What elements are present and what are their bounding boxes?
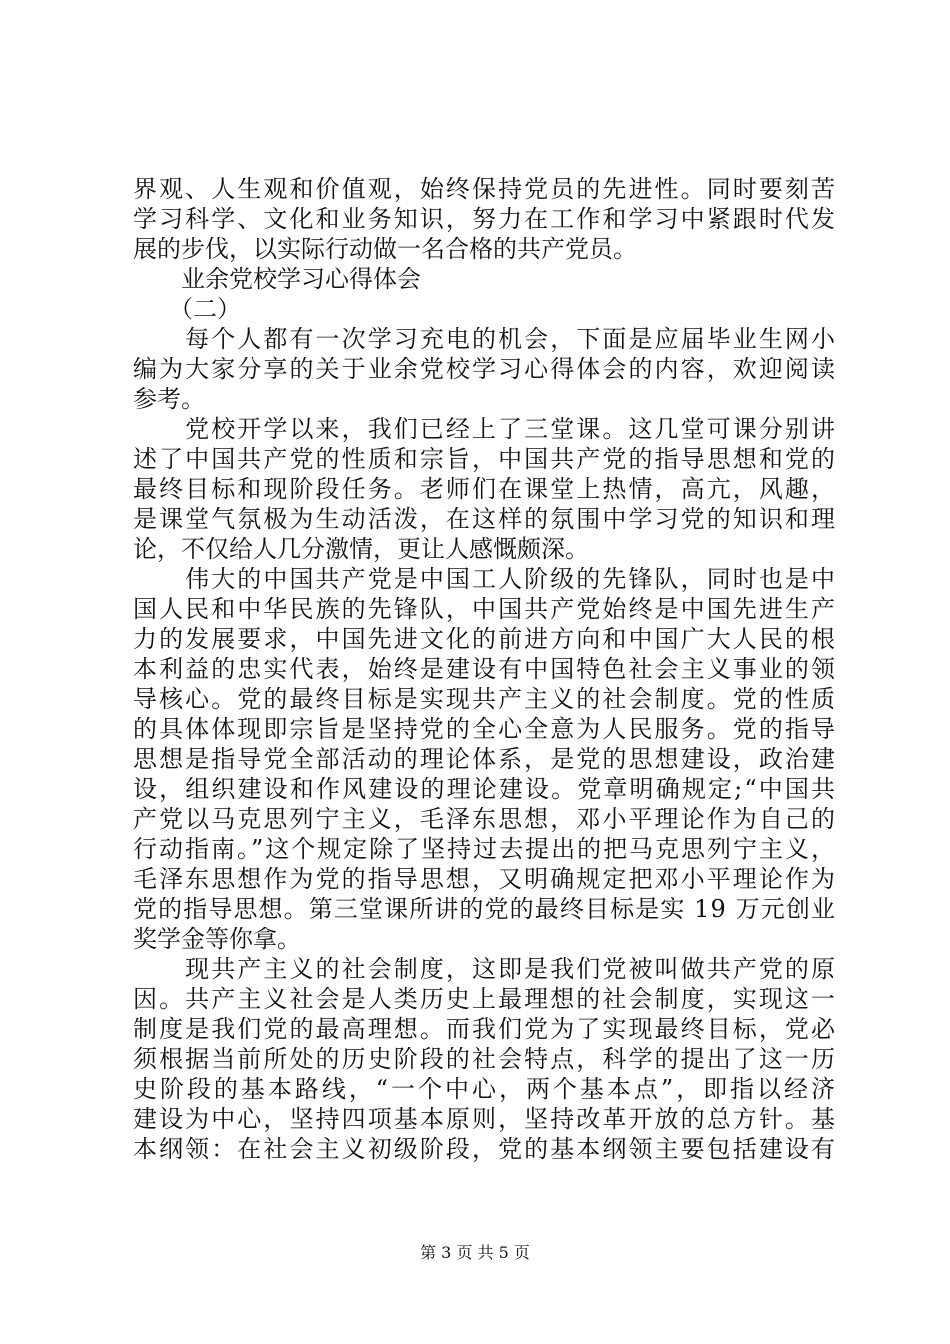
text-line: 须根据当前所处的历史阶段的社会特点，科学的提出了这一历 [133,1045,838,1073]
text-line: 设，组织建设和作风建设的理论建设。党章明确规定;“中国共 [133,775,838,803]
text-line: 本纲领：在社会主义初级阶段，党的基本纲领主要包括建设有 [133,1135,838,1163]
text-line: 党校开学以来，我们已经上了三堂课。这几堂可课分别讲 [133,415,838,443]
text-line: 国人民和中华民族的先锋队，中国共产党始终是中国先进生产 [133,595,838,623]
text-line: 参考。 [133,385,205,413]
page-footer: 第 3 页 共 5 页 [420,1243,530,1262]
text-line: 业余党校学习心得体会 [133,265,421,293]
text-line: 因。共产主义社会是人类历史上最理想的社会制度，实现这一 [133,985,838,1013]
text-line: 展的步伐，以实际行动做一名合格的共产党员。 [133,235,637,263]
text-line: 建设为中心，坚持四项基本原则，坚持改革开放的总方针。基 [133,1105,838,1133]
text-line: 最终目标和现阶段任务。老师们在课堂上热情，高亢，风趣， [133,475,838,503]
text-line: 制度是我们党的最高理想。而我们党为了实现最终目标，党必 [133,1015,838,1043]
text-line: 界观、人生观和价值观，始终保持党员的先进性。同时要刻苦 [133,175,838,203]
text-line: 奖学金等你拿。 [133,925,301,953]
text-line: 史阶段的基本路线，“一个中心，两个基本点”，即指以经济 [133,1075,838,1103]
text-line: 伟大的中国共产党是中国工人阶级的先锋队，同时也是中 [133,565,838,593]
text-line: 行动指南。”这个规定除了坚持过去提出的把马克思列宁主义， [133,835,837,863]
text-line: 力的发展要求，中国先进文化的前进方向和中国广大人民的根 [133,625,838,653]
text-line: 是课堂气氛极为生动活泼，在这样的氛围中学习党的知识和理 [133,505,838,533]
text-line: 现共产主义的社会制度，这即是我们党被叫做共产党的原 [133,955,838,983]
text-line: （二） [133,295,241,323]
text-line: 本利益的忠实代表，始终是建设有中国特色社会主义事业的领 [133,655,838,683]
text-line: 导核心。党的最终目标是实现共产主义的社会制度。党的性质 [133,685,838,713]
text-line: 党的指导思想。第三堂课所讲的党的最终目标是实 19 万元创业 [133,895,837,923]
text-line: 述了中国共产党的性质和宗旨，中国共产党的指导思想和党的 [133,445,838,473]
text-line: 毛泽东思想作为党的指导思想，又明确规定把邓小平理论作为 [133,865,838,893]
text-line: 的具体体现即宗旨是坚持党的全心全意为人民服务。党的指导 [133,715,838,743]
text-line: 产党以马克思列宁主义，毛泽东思想，邓小平理论作为自己的 [133,805,838,833]
text-line: 思想是指导党全部活动的理论体系，是党的思想建设，政治建 [133,745,838,773]
text-line: 每个人都有一次学习充电的机会，下面是应届毕业生网小 [133,325,838,353]
text-line: 论，不仅给人几分激情，更让人感慨颇深。 [133,535,589,563]
text-line: 编为大家分享的关于业余党校学习心得体会的内容，欢迎阅读 [133,355,838,383]
document-body [133,174,838,1164]
text-line: 学习科学、文化和业务知识，努力在工作和学习中紧跟时代发 [133,205,838,233]
